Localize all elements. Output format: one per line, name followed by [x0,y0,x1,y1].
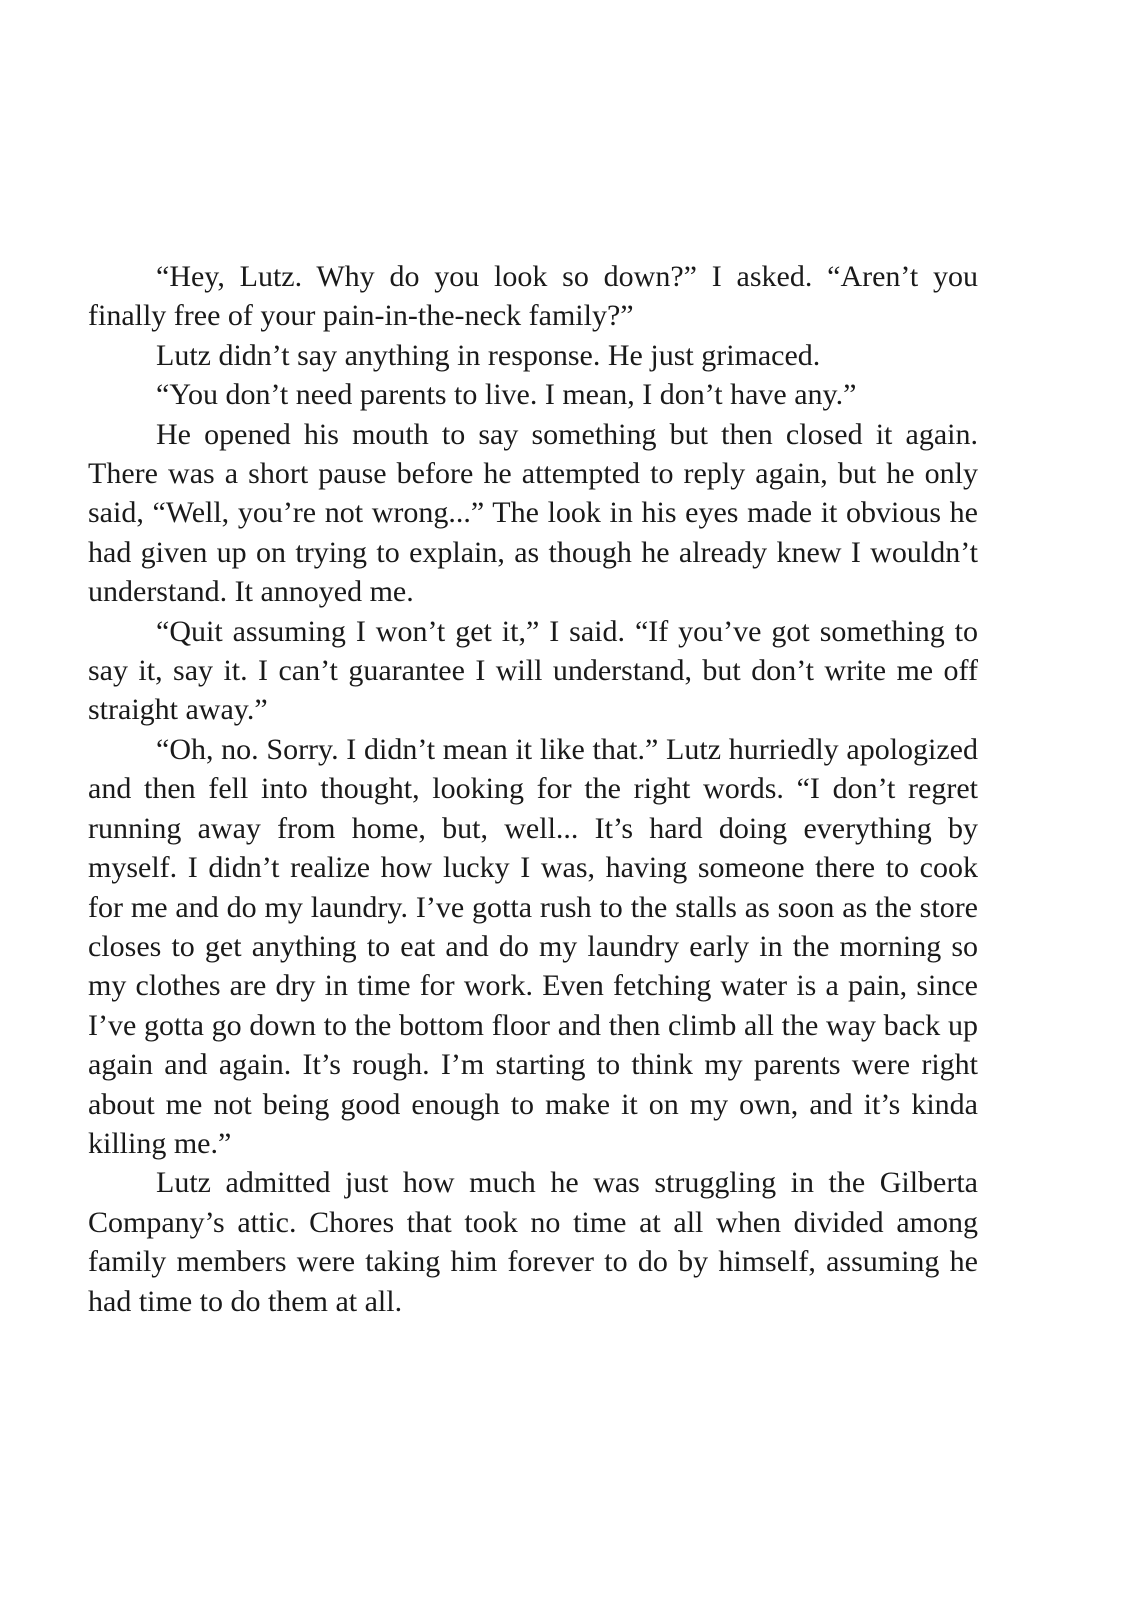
paragraph-4: He opened his mouth to say something but then closed it again. There was a short pause before he attempted to reply again, but he only said, “Well, you’re not wrong...” The look in his eyes made it obvious he had given up on trying to explain, as though he already knew I wouldn’t understand. It annoyed me. [88,417,978,609]
paragraph-1: “Hey, Lutz. Why do you look so down?” I asked. “Aren’t you finally free of your pain-in-the-neck family?” [88,260,978,333]
paragraph-3: “You don’t need parents to live. I mean, I don’t have any.” [156,378,857,412]
paragraph-7: Lutz admitted just how much he was struggling in the Gilberta Company’s attic. Chores that took no time at all when divided among family members were taking him forever to do by himself, assuming he had time to do them at all. [88,1166,978,1318]
paragraph-5: “Quit assuming I won’t get it,” I said. “If you’ve got something to say it, say it. I can’t guarantee I will understand, but don’t write me off straight away.” [88,614,978,727]
paragraph-6: “Oh, no. Sorry. I didn’t mean it like that.” Lutz hurriedly apologized and then fell into thought, looking for the right words. “I don’t regret running away from home, but, well... It’s hard doing everything by myself. I didn’t realize how lucky I was, having someone there to cook for me and do my laundry. I’ve gotta rush to the stalls as soon as the store closes to get anything to eat and do my laundry early in the morning so my clothes are dry in time for work. Even fetching water is a pain, since I’ve gotta go down to the bottom floor and then climb all the way back up again and again. It’s rough. I’m starting to think my parents were right about me not being good enough to make it on my own, and it’s kinda killing me.” [88,732,978,1160]
paragraph-2: Lutz didn’t say anything in response. He just grimaced. [156,338,821,372]
page-body [88,257,978,1321]
